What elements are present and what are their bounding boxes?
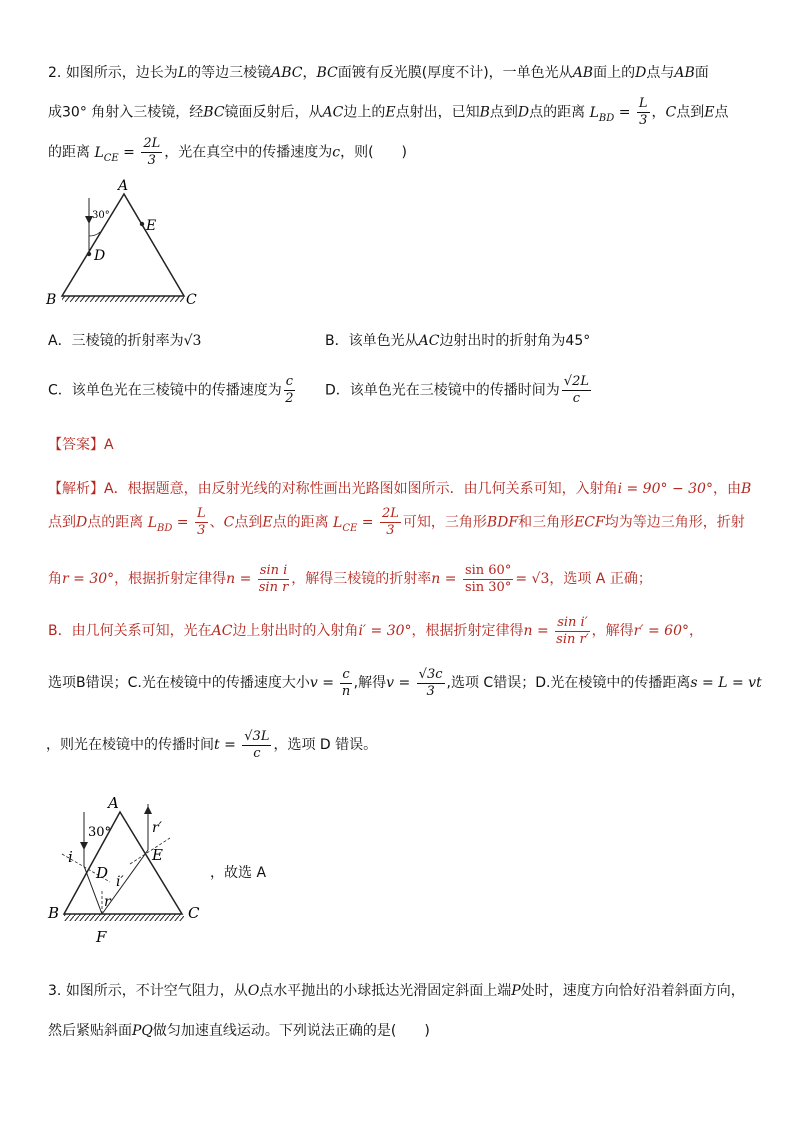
analysis-line-4: B．由几何关系可知，光在AC边上射出时的入射角i′ = 30°，根据折射定律得n = $\frac{\text{sin i′}}{\text{sin r′}}$ ，解得r′ = 60°， xyxy=(48,614,703,647)
q3-line-1: 3. 如图所示，不计空气阻力，从O点水平抛出的小球抵达光滑固定斜面上端P处时，速度方向恰好沿着斜面方向， xyxy=(48,983,745,999)
label-E: E xyxy=(146,218,157,234)
prism-triangle xyxy=(64,812,182,914)
fraction-analysis-L-over-3: $\frac{L}{3}$ xyxy=(197,506,206,538)
emergent-arrowhead xyxy=(144,806,152,814)
analysis-conclusion: ，故选 A xyxy=(210,865,267,881)
label-i-prime: i′ xyxy=(116,874,124,890)
q2-line-1: 2. 如图所示，边长为L的等边三棱镜ABC，BC面镀有反光膜(厚度不计)，一单色光从AB面上的D点与AB面 xyxy=(48,65,709,81)
fraction-c-over-n: $\frac{c}{n}$ xyxy=(341,666,351,699)
label-C: C xyxy=(186,292,197,308)
answer-label: 【答案】A xyxy=(48,437,114,453)
fraction-sin60-sin30: $\frac{\sin 60^\circ}{\sin 30^\circ}$ xyxy=(464,562,512,595)
label-A: A xyxy=(108,794,119,812)
analysis-line-6: ，则光在棱镜中的传播时间t = $\frac{√3L}{c}$ ，选项 D 错误。 xyxy=(46,728,378,761)
analysis-line-1: 【解析】A．根据题意，由反射光线的对称性画出光路图如图所示．由几何关系可知，入射角i = 90° − 30°，由B xyxy=(48,481,752,497)
option-D: D．该单色光在三棱镜中的传播时间为 $\frac{√2L}{c}$ xyxy=(325,374,589,406)
analysis-line-3: 角r = 30°，根据折射定律得n = $\frac{\text{sin i}}{\text{sin r}}$ ，解得三棱镜的折射率n = $\frac{\sin 60^\circ}{\sin 30^\circ}$ = √3，选项 A 正确； xyxy=(48,562,652,595)
label-A: A xyxy=(118,178,129,194)
fraction-sqrt3L-over-c: $\frac{√3L}{c}$ xyxy=(244,728,270,761)
label-F: F xyxy=(96,928,107,946)
option-A: A．三棱镜的折射率为√3 xyxy=(48,333,202,349)
prism-figure-2 xyxy=(44,790,214,946)
label-angle: 30° xyxy=(88,825,112,840)
fraction-sini-sinr: $\frac{\text{sin i}}{\text{sin r}}$ xyxy=(258,562,289,595)
label-D: D xyxy=(96,864,109,882)
fraction-sqrt2L-over-c: $\frac{√2L}{c}$ xyxy=(563,374,589,406)
q2-line-2: 成30° 角射入三棱镜，经BC镜面反射后，从AC边上的E点射出，已知B点到D点的距离 $L_{BD}$ = $\frac{L}{3}$ ，C点到E点 xyxy=(48,96,729,128)
math-LBD: $L_{BD}$ xyxy=(589,104,615,124)
incident-arrowhead xyxy=(80,842,88,850)
math-LCE: $L_{CE}$ xyxy=(94,144,119,164)
point-E xyxy=(140,222,144,226)
option-C: C．该单色光在三棱镜中的传播速度为 $\frac{c}{2}$ xyxy=(48,374,294,406)
option-B: B．该单色光从AC边射出时的折射角为45° xyxy=(325,333,591,349)
fraction-analysis-2L-over-3: $\frac{2L}{3}$ xyxy=(381,506,399,538)
label-i: i xyxy=(68,848,73,866)
q2-number: 2. xyxy=(48,65,62,81)
label-D: D xyxy=(94,248,106,264)
label-B: B xyxy=(46,292,57,308)
q3-line-2: 然后紧贴斜面PQ做匀加速直线运动。下列说法正确的是( ) xyxy=(48,1023,430,1039)
analysis-line-5: 选项B错误；C.光在棱镜中的传播速度大小v = $\frac{c}{n}$ ,解得v = $\frac{√3c}{3}$ ,选项 C错误；D.光在棱镜中的传播距离s = L = vt xyxy=(48,666,762,699)
q2-line-3: 的距离 $L_{CE}$ = $\frac{2L}{3}$ ，光在真空中的传播速度为c，则( ) xyxy=(48,136,408,168)
label-r: r xyxy=(104,894,111,910)
label-C: C xyxy=(188,904,200,922)
prism-triangle xyxy=(62,194,184,296)
prism-figure-1 xyxy=(40,176,210,316)
fraction-c-over-2: $\frac{c}{2}$ xyxy=(285,374,294,406)
analysis-line-2: 点到D点的距离 $L_{BD}$ = $\frac{L}{3}$ 、C点到E点的距离 $L_{CE}$ = $\frac{2L}{3}$ 可知，三角形BDF和三角形ECF均为等边三角形，折射 xyxy=(48,506,745,538)
fraction-L-over-3: $\frac{L}{3}$ xyxy=(638,96,648,128)
mirror-hatching xyxy=(64,914,184,921)
fraction-2L-over-3: $\frac{2L}{3}$ xyxy=(143,136,161,168)
q3-number: 3. xyxy=(48,983,62,999)
fraction-sini2-sinr2: $\frac{\text{sin i′}}{\text{sin r′}}$ xyxy=(556,614,589,647)
point-D xyxy=(87,252,91,256)
label-B: B xyxy=(48,904,60,922)
label-r-prime: r′ xyxy=(152,820,162,836)
label-angle: 30° xyxy=(92,210,110,221)
mirror-hatching xyxy=(62,296,184,302)
label-E: E xyxy=(152,846,163,864)
fraction-sqrt3c-over-3: $\frac{√3c}{3}$ xyxy=(418,666,443,699)
